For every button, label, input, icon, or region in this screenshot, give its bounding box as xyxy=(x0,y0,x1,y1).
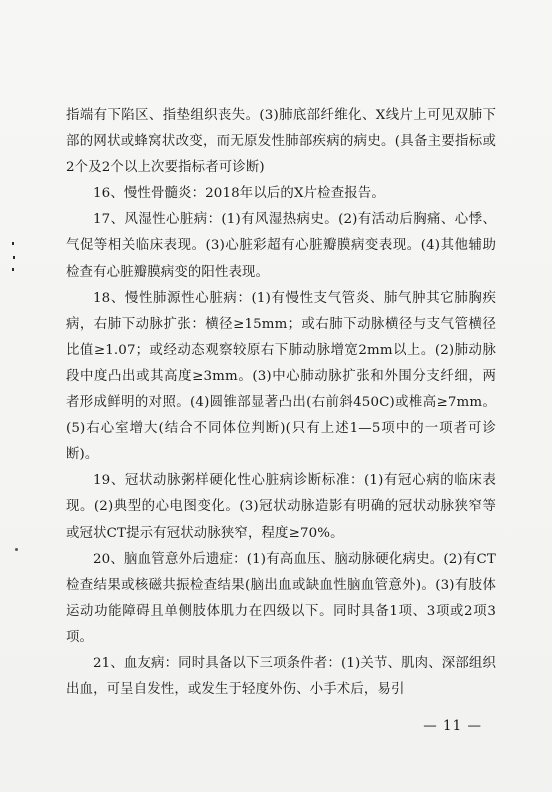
scan-dot xyxy=(15,548,18,551)
paragraph-item-19: 19、冠状动脉粥样硬化性心脏病诊断标准：(1)有冠心病的临床表现。(2)典型的心电图变化。(3)冠状动脉造影有明确的冠状动脉狭窄等或冠状CT提示有冠状动脉狭窄，程度≥70%。 xyxy=(66,473,496,541)
paragraph-item-20: 20、脑血管意外后遗症：(1)有高血压、脑动脉硬化病史。(2)有CT检查结果或核磁共振检查结果(脑出血或缺血性脑血管意外)。(3)有肢体运动功能障碍且单侧肢体肌力在四级以下。同时具备1项、3项或2项3项。 xyxy=(66,551,496,645)
page-number: — 11 — xyxy=(423,718,482,734)
document-body xyxy=(66,103,496,703)
paragraph-item-21: 21、血友病：同时具备以下三项条件者：(1)关节、肌肉、深部组织出血，可呈自发性，或发生于轻度外伤、小手术后，易引 xyxy=(66,655,496,698)
binding-mark xyxy=(12,268,14,271)
paragraph-continuation: 指端有下陷区、指垫组织丧失。(3)肺底部纤维化、X线片上可见双肺下部的网状或蜂窝状改变，而无原发性肺部疾病的病史。(具备主要指标或2个及2个以上次要指标者可诊断) xyxy=(66,108,496,176)
paragraph-item-16: 16、慢性骨髓炎：2018年以后的X片检查报告。 xyxy=(93,186,385,202)
paragraph-item-17: 17、风湿性心脏病：(1)有风湿热病史。(2)有活动后胸痛、心悸、气促等相关临床表现。(3)心脏彩超有心脏瓣膜病变表现。(4)其他辅助检查有心脏瓣膜病变的阳性表现。 xyxy=(66,212,496,280)
paragraph-item-18: 18、慢性肺源性心脏病：(1)有慢性支气管炎、肺气肿其它肺胸疾病，右肺下动脉扩张：横径≥15mm；或右肺下动脉横径与支气管横径比值≥1.07；或经动态观察较原右下肺动脉增宽2mm以上。(2)肺动脉段中度凸出或其高度≥3mm。(3)中心肺动脉扩张和外围分支纤细，两者形成鲜明的对照。(4)圆锥部显著凸出(右前斜450C)或椎高≥7mm。(5)右心室增大(结合不同体位判断)(只有上述1—5项中的一项者可诊断)。 xyxy=(66,290,496,463)
binding-mark xyxy=(12,242,14,245)
binding-mark xyxy=(13,256,15,259)
